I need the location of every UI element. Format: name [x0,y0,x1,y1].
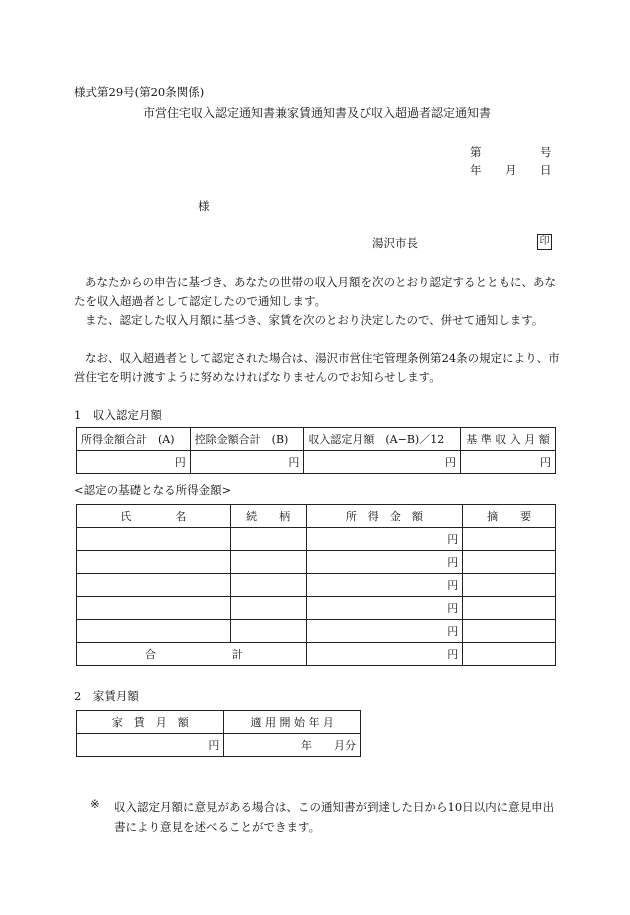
header-start-month: 適 用 開 始 年 月 [224,711,361,734]
form-number: 様式第29号(第20条関係) [74,85,205,99]
basis-table [76,504,556,666]
total-label-left: 合 [145,648,156,661]
note-text: 収入認定月額に意見がある場合は、この通知書が到達した日から10日以内に意見申出書により意見を述べることができます。 [114,800,555,834]
cell-unit: 円 [306,643,463,666]
seal-mark: 印 [537,234,552,250]
header-rent: 家 賃 月 額 [77,711,224,734]
header-name: 氏 名 [77,505,231,528]
body-paragraph-1: あなたからの申告に基づき、あなたの世帯の収入月額を次のとおり認定するとともに、あなたを収入超過者として認定したので通知します。 [74,275,557,308]
cell-year: 年 [301,739,312,752]
body-paragraph-2: また、認定した収入月額に基づき、家賃を次のとおり決定したので、併せて通知します。 [85,313,544,327]
table-row [77,528,556,551]
income-table [76,427,556,474]
cell-start-month [224,734,361,757]
cell-unit: 円 [306,620,463,643]
cell-unit: 円 [304,451,461,474]
header-amount: 所 得 金 額 [306,505,463,528]
document-title: 市営住宅収入認定通知書兼家賃通知書及び収入超過者認定通知書 [143,106,492,120]
cell-unit: 円 [190,451,304,474]
header-certified-monthly: 収入認定月額 (A−B)／12 [304,428,461,451]
cell-unit: 円 [306,551,463,574]
header-standard-monthly: 基 準 収 入 月 額 [461,428,556,451]
cell-unit: 円 [306,528,463,551]
basis-heading: <認定の基礎となる所得金額> [74,483,232,497]
table-row [77,620,556,643]
cell-unit: 円 [77,451,191,474]
cell-unit: 円 [306,597,463,620]
body-paragraph-3: なお、収入超過者として認定された場合は、湯沢市営住宅管理条例第24条の規定により、市営住宅を明け渡すように努めなければなりませんのでお知らせします。 [74,351,560,384]
date-year: 年 [470,163,482,177]
header-remarks: 摘 要 [463,505,556,528]
note-mark: ※ [90,797,100,811]
ref-go: 号 [540,145,552,159]
issuer-name: 湯沢市長 [372,236,418,250]
addressee-sama: 様 [198,199,210,213]
header-relation: 続 柄 [230,505,306,528]
total-row [77,643,556,666]
header-income-total: 所得金額合計 (A) [77,428,191,451]
table-row [77,597,556,620]
cell-unit: 円 [306,574,463,597]
section1-heading: 1 収入認定月額 [74,408,162,422]
header-deduction-total: 控除金額合計 (B) [190,428,304,451]
ref-dai: 第 [470,145,482,159]
total-label [77,643,307,666]
cell-unit: 円 [77,734,224,757]
date-month: 月 [505,163,517,177]
total-label-right: 計 [232,648,243,661]
cell-month: 月分 [334,739,356,752]
rent-table [76,710,361,757]
table-row [77,551,556,574]
date-day: 日 [540,163,552,177]
table-row [77,574,556,597]
section2-heading: 2 家賃月額 [74,689,139,703]
cell-unit: 円 [461,451,556,474]
